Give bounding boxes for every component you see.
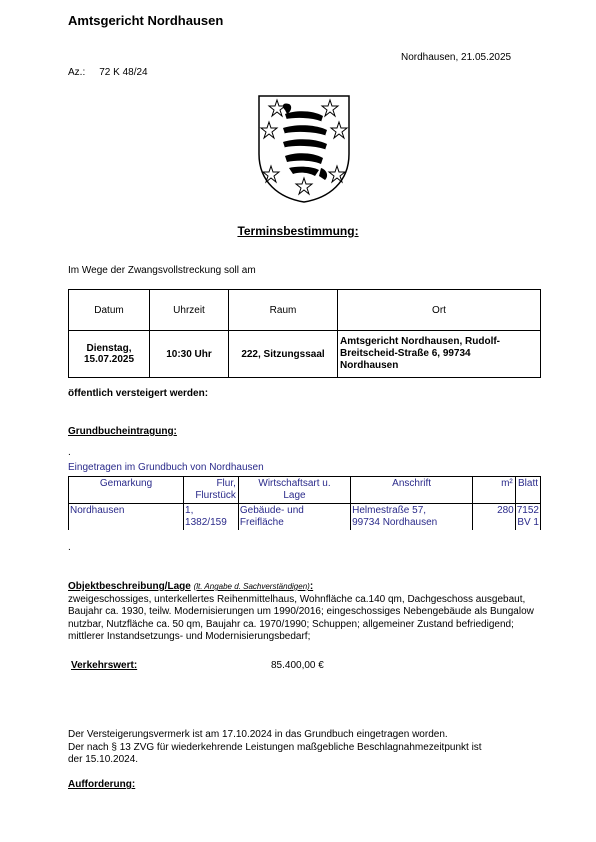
object-heading-note: (lt. Angabe d. Sachverständigen) (193, 582, 310, 591)
grundbuch-heading: Grundbucheintragung: (68, 426, 177, 437)
object-heading-colon: : (309, 581, 314, 592)
header-ort: Ort (338, 290, 541, 331)
gb-flur-line2: 1382/159 (185, 517, 227, 528)
gb-header-flur-line2: Flurstück (195, 490, 236, 501)
grundbuch-table (68, 476, 541, 530)
ort-line-1: Amtsgericht Nordhausen, Rudolf- (340, 336, 501, 347)
gb-header-anschrift: Anschrift (351, 477, 473, 504)
header-raum: Raum (229, 290, 338, 331)
gb-anschrift-line1: Helmestraße 57, (352, 505, 427, 516)
vermerk-text (68, 729, 538, 767)
coat-of-arms-thuringia-logo (255, 92, 353, 204)
gb-cell-flur (184, 504, 239, 531)
gb-flur-line1: 1, (185, 505, 194, 516)
cell-datum (69, 331, 150, 378)
placeholder-dot: . (68, 447, 71, 458)
datum-date: 15.07.2025 (83, 354, 135, 365)
header-uhrzeit: Uhrzeit (150, 290, 229, 331)
gb-cell-qm: 280 (473, 504, 516, 531)
gb-header-gemarkung: Gemarkung (69, 477, 184, 504)
cell-uhrzeit: 10:30 Uhr (150, 331, 229, 378)
file-reference (68, 67, 148, 78)
az-number: 72 K 48/24 (99, 67, 148, 78)
gb-cell-gemarkung: Nordhausen (69, 504, 184, 531)
verkehrswert-label: Verkehrswert: (71, 660, 138, 671)
gb-header-wirtschaft-line1: Wirtschaftsart u. (258, 478, 331, 489)
gb-header-qm: m² (473, 477, 516, 504)
court-name: Amtsgericht Nordhausen (68, 13, 224, 28)
verkehrswert-value: 85.400,00 € (271, 660, 324, 671)
object-description-text: zweigeschossiges, unterkellertes Reihenmittelhaus, Wohnfläche ca.140 qm, Dachgeschoss ausgebaut, Baujahr ca. 1930, teilw. Modernisierungen um 1990/2016; eingeschossiges Nebengebäude als Bungalow nutzbar, Nutzfläche ca. 50 qm, Baujahr ca. 1970/1990; Schuppen; allgemeiner Zustand befriedigend; mittlerer Instandsetzungs- und Modernisierungsbedarf; (68, 593, 534, 642)
vermerk-line-1: Der Versteigerungsvermerk ist am 17.10.2024 in das Grundbuch eingetragen worden. (68, 729, 448, 740)
vermerk-line-2: Der nach § 13 ZVG für wiederkehrende Leistungen maßgebliche Beschlagnahmezeitpunkt ist (68, 741, 482, 753)
gb-wirtschaft-line1: Gebäude- und (239, 505, 304, 516)
header-datum: Datum (69, 290, 150, 331)
termin-row (69, 331, 541, 378)
object-heading: Objektbeschreibung/Lage (68, 581, 191, 592)
gb-header-blatt: Blatt (515, 477, 540, 504)
gb-header-wirtschaftsart (238, 477, 350, 504)
gb-wirtschaft-line2: Freifläche (239, 517, 284, 528)
gb-header-flur-line1: Flur, (216, 478, 236, 489)
object-description (68, 581, 548, 644)
gb-blatt-line2: BV 1 (517, 517, 539, 528)
termin-header-row (69, 290, 541, 331)
gb-cell-anschrift (351, 504, 473, 531)
gb-anschrift-line2: 99734 Nordhausen (352, 517, 438, 528)
cell-raum: 222, Sitzungssaal (229, 331, 338, 378)
ort-line-2: Breitscheid-Straße 6, 99734 (340, 348, 471, 359)
ort-line-3: Nordhausen (340, 360, 399, 371)
gb-blatt-line1: 7152 (516, 505, 539, 516)
gb-header-wirtschaft-line2: Lage (283, 490, 306, 501)
datum-weekday: Dienstag, (86, 343, 132, 354)
gb-cell-blatt (515, 504, 540, 531)
intro-text: Im Wege der Zwangsvollstreckung soll am (68, 265, 256, 276)
grundbuch-registered-text: Eingetragen im Grundbuch von Nordhausen (68, 462, 264, 473)
grundbuch-row (69, 504, 541, 531)
document-title: Terminsbestimmung: (237, 224, 359, 238)
cell-ort (338, 331, 541, 378)
place-date: Nordhausen, 21.05.2025 (401, 52, 512, 63)
vermerk-line-3: der 15.10.2024. (68, 754, 139, 765)
gb-header-flur (184, 477, 239, 504)
placeholder-dot-after: . (68, 542, 71, 553)
termin-table (68, 289, 541, 378)
aufforderung-heading: Aufforderung: (68, 779, 136, 790)
gb-cell-wirtschaftsart (238, 504, 350, 531)
az-label: Az.: (68, 67, 86, 78)
grundbuch-header-row (69, 477, 541, 504)
auction-statement: öffentlich versteigert werden: (68, 388, 209, 399)
